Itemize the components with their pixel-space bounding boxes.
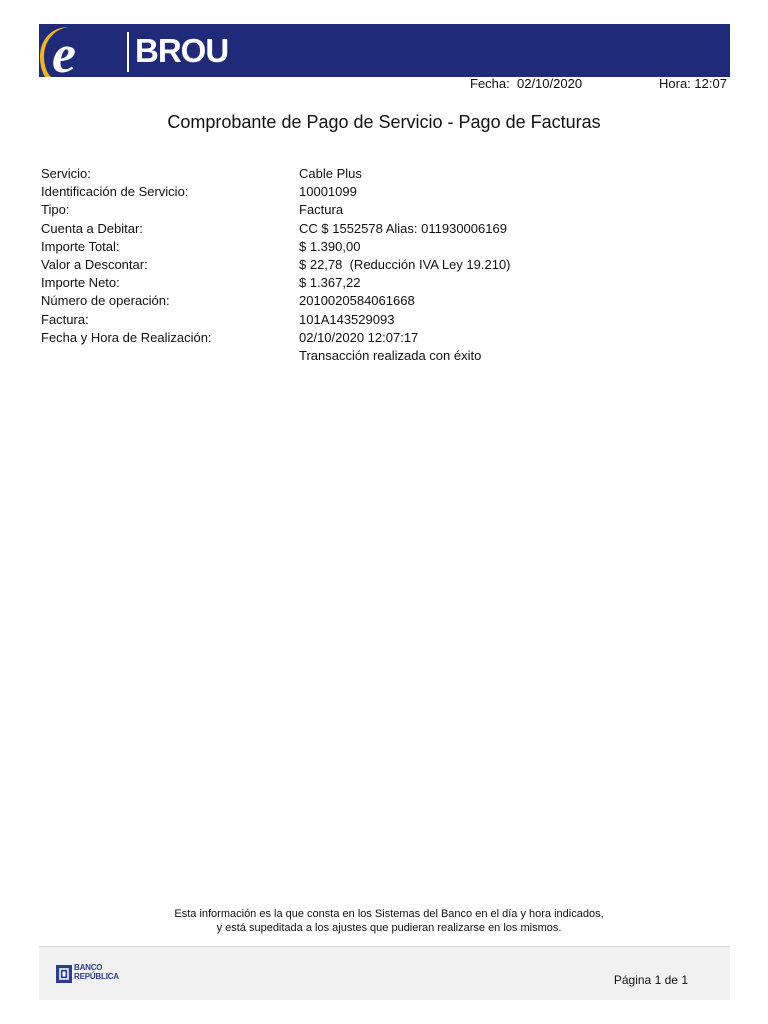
- disclaimer-line-1: Esta información es la que consta en los Sistemas del Banco en el día y hora indicados,: [174, 908, 604, 920]
- field-label: Factura:: [41, 311, 89, 327]
- time-value: 12:07: [694, 76, 727, 91]
- disclaimer: [0, 907, 768, 935]
- date-row: [470, 76, 582, 92]
- page-counter: [614, 973, 688, 987]
- field-label: Cuenta a Debitar:: [41, 220, 143, 236]
- field-label: Importe Neto:: [41, 275, 120, 291]
- field-value: CC $ 1552578 Alias: 011930006169: [299, 220, 507, 236]
- field-row-importe-total: [41, 238, 561, 256]
- field-value: $ 1.390,00: [299, 238, 361, 254]
- time-label: Hora:: [659, 76, 691, 91]
- banco-republica-mark-icon: [56, 965, 72, 983]
- field-row-importe-neto: [41, 274, 561, 292]
- receipt-fields: [41, 165, 561, 347]
- page-total: 1: [681, 973, 688, 987]
- field-label: Identificación de Servicio:: [41, 184, 189, 200]
- field-value: 2010020584061668: [299, 293, 415, 309]
- field-value: 101A143529093: [299, 311, 395, 327]
- field-row-cuenta: [41, 220, 561, 238]
- page-title: Comprobante de Pago de Servicio - Pago de Facturas: [167, 112, 601, 132]
- footer-logo-line-1: BANCO: [74, 963, 103, 972]
- time-row: [659, 76, 727, 92]
- brou-logo-text: BROU: [135, 32, 229, 69]
- footer-logo-line-2: REPÚBLICA: [74, 971, 119, 981]
- field-value: $ 22,78 (Reducción IVA Ley 19.210): [299, 256, 511, 272]
- page-of-label: de: [664, 973, 678, 987]
- field-value: Cable Plus: [299, 166, 362, 181]
- svg-text:e: e: [52, 24, 76, 77]
- status-message: Transacción realizada con éxito: [299, 348, 482, 363]
- field-row-identificacion: [41, 183, 561, 201]
- field-label: Servicio:: [41, 166, 91, 181]
- date-value: 02/10/2020: [516, 76, 583, 91]
- date-label: Fecha:: [470, 76, 510, 91]
- field-row-factura: [41, 311, 561, 329]
- field-row-fecha-hora: [41, 329, 561, 347]
- field-value: $ 1.367,22: [299, 275, 361, 291]
- ebrou-e-logo-icon: [39, 24, 91, 77]
- field-label: Número de operación:: [41, 293, 170, 309]
- field-value: Factura: [299, 202, 344, 218]
- field-row-servicio: [41, 165, 561, 183]
- field-label: Valor a Descontar:: [41, 256, 148, 272]
- field-label: Fecha y Hora de Realización:: [41, 329, 212, 345]
- field-value: 10001099: [299, 184, 357, 200]
- field-label: Tipo:: [41, 202, 70, 218]
- footer-bar: [39, 946, 730, 1000]
- field-label: Importe Total:: [41, 238, 120, 254]
- page-label: Página: [613, 973, 652, 987]
- header-bar: [39, 24, 730, 77]
- field-row-numero-operacion: [41, 292, 561, 310]
- field-row-valor-descontar: [41, 256, 561, 274]
- page-current: 1: [654, 973, 662, 987]
- field-row-tipo: [41, 201, 561, 219]
- field-value: 02/10/2020 12:07:17: [299, 329, 419, 345]
- disclaimer-line-2: y está supeditada a los ajustes que pudieran realizarse en los mismos.: [216, 922, 562, 934]
- logo-divider: [127, 32, 129, 72]
- footer-logo-text: [74, 964, 154, 981]
